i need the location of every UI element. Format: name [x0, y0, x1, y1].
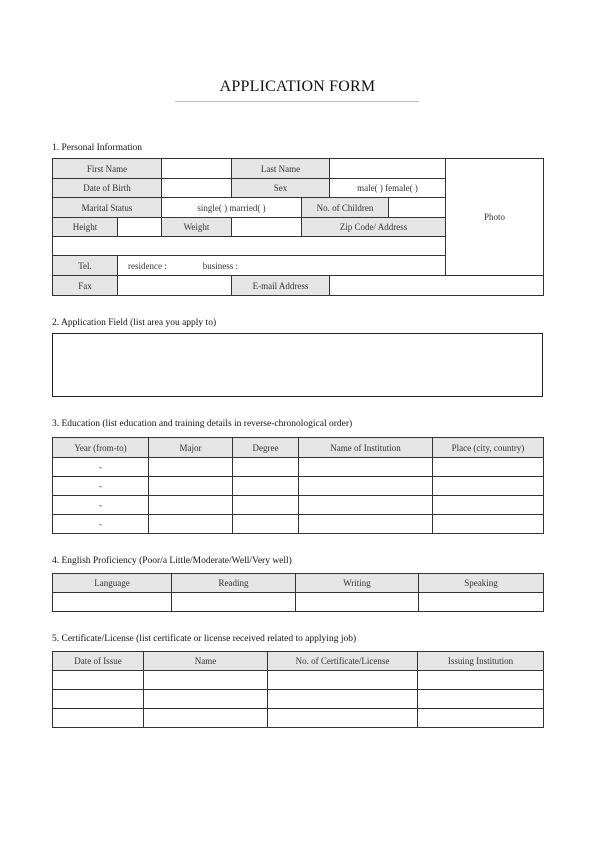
- application-field-box[interactable]: [52, 333, 543, 397]
- title-underline: [175, 101, 419, 102]
- email-field[interactable]: [330, 276, 544, 296]
- section-certificate-heading: 5. Certificate/License (list certificate or license received related to applying job): [52, 634, 357, 644]
- fax-field[interactable]: [118, 276, 232, 296]
- marital-label: Marital Status: [53, 198, 162, 218]
- personal-info-table: [52, 158, 544, 296]
- children-field[interactable]: [389, 198, 446, 218]
- edu-place-cell[interactable]: [433, 477, 544, 496]
- address-field[interactable]: [53, 237, 446, 256]
- edu-year-cell[interactable]: -: [53, 496, 149, 515]
- edu-major-cell[interactable]: [149, 458, 233, 477]
- edu-place-cell[interactable]: [433, 458, 544, 477]
- section-english-heading: 4. English Proficiency (Poor/a Little/Moderate/Well/Very well): [52, 556, 292, 566]
- edu-institution-cell[interactable]: [299, 515, 433, 534]
- dob-label: Date of Birth: [53, 179, 162, 198]
- table-row: [53, 496, 544, 515]
- eng-header-reading: Reading: [172, 574, 296, 593]
- tel-business: business :: [202, 260, 238, 271]
- sex-label: Sex: [232, 179, 330, 198]
- edu-degree-cell[interactable]: [233, 458, 299, 477]
- table-row: [53, 709, 544, 728]
- edu-header-place: Place (city, country): [433, 438, 544, 458]
- edu-place-cell[interactable]: [433, 515, 544, 534]
- tel-field[interactable]: [118, 256, 446, 276]
- edu-degree-cell[interactable]: [233, 515, 299, 534]
- height-field[interactable]: [118, 218, 162, 237]
- eng-header-speaking: Speaking: [419, 574, 544, 593]
- table-row: [53, 690, 544, 709]
- cert-name-cell[interactable]: [144, 671, 268, 690]
- cert-header-name: Name: [144, 652, 268, 671]
- last-name-field[interactable]: [330, 159, 446, 179]
- tel-residence: residence :: [128, 260, 167, 271]
- photo-box: Photo: [446, 159, 544, 276]
- certificate-table: [52, 651, 544, 728]
- eng-language-cell[interactable]: [53, 593, 172, 612]
- eng-header-language: Language: [53, 574, 172, 593]
- cert-number-cell[interactable]: [268, 690, 418, 709]
- cert-header-date: Date of Issue: [53, 652, 144, 671]
- edu-major-cell[interactable]: [149, 515, 233, 534]
- cert-name-cell[interactable]: [144, 709, 268, 728]
- table-row: [53, 477, 544, 496]
- height-label: Height: [53, 218, 118, 237]
- table-row: [53, 593, 544, 612]
- edu-institution-cell[interactable]: [299, 458, 433, 477]
- page-title: APPLICATION FORM: [219, 78, 376, 95]
- edu-place-cell[interactable]: [433, 496, 544, 515]
- first-name-label: First Name: [53, 159, 162, 179]
- last-name-label: Last Name: [232, 159, 330, 179]
- weight-label: Weight: [162, 218, 232, 237]
- eng-header-writing: Writing: [296, 574, 419, 593]
- weight-field[interactable]: [232, 218, 302, 237]
- email-label: E-mail Address: [232, 276, 330, 296]
- cert-date-cell[interactable]: [53, 709, 144, 728]
- education-table: [52, 437, 544, 534]
- table-row: [53, 515, 544, 534]
- fax-label: Fax: [53, 276, 118, 296]
- eng-reading-cell[interactable]: [172, 593, 296, 612]
- cert-name-cell[interactable]: [144, 690, 268, 709]
- edu-header-major: Major: [149, 438, 233, 458]
- cert-header-institution: Issuing Institution: [418, 652, 544, 671]
- first-name-field[interactable]: [162, 159, 232, 179]
- edu-major-cell[interactable]: [149, 477, 233, 496]
- edu-degree-cell[interactable]: [233, 496, 299, 515]
- edu-year-cell[interactable]: -: [53, 477, 149, 496]
- section-field-heading: 2. Application Field (list area you apply to): [52, 318, 217, 328]
- cert-institution-cell[interactable]: [418, 671, 544, 690]
- zip-label: Zip Code/ Address: [302, 218, 446, 237]
- edu-degree-cell[interactable]: [233, 477, 299, 496]
- cert-institution-cell[interactable]: [418, 709, 544, 728]
- english-table: [52, 573, 544, 612]
- cert-header-number: No. of Certificate/License: [268, 652, 418, 671]
- edu-header-institution: Name of Institution: [299, 438, 433, 458]
- cert-date-cell[interactable]: [53, 690, 144, 709]
- cert-institution-cell[interactable]: [418, 690, 544, 709]
- tel-label: Tel.: [53, 256, 118, 276]
- edu-year-cell[interactable]: -: [53, 515, 149, 534]
- edu-major-cell[interactable]: [149, 496, 233, 515]
- sex-options[interactable]: male( ) female( ): [330, 179, 446, 198]
- section-personal-heading: 1. Personal Information: [52, 143, 142, 153]
- table-row: [53, 458, 544, 477]
- dob-field[interactable]: [162, 179, 232, 198]
- cert-number-cell[interactable]: [268, 671, 418, 690]
- cert-date-cell[interactable]: [53, 671, 144, 690]
- eng-speaking-cell[interactable]: [419, 593, 544, 612]
- cert-number-cell[interactable]: [268, 709, 418, 728]
- section-education-heading: 3. Education (list education and training details in reverse-chronological order): [52, 419, 353, 429]
- table-row: [53, 671, 544, 690]
- children-label: No. of Children: [302, 198, 389, 218]
- edu-institution-cell[interactable]: [299, 477, 433, 496]
- edu-year-cell[interactable]: -: [53, 458, 149, 477]
- marital-options[interactable]: single( ) married( ): [162, 198, 302, 218]
- edu-header-year: Year (from-to): [53, 438, 149, 458]
- eng-writing-cell[interactable]: [296, 593, 419, 612]
- edu-institution-cell[interactable]: [299, 496, 433, 515]
- edu-header-degree: Degree: [233, 438, 299, 458]
